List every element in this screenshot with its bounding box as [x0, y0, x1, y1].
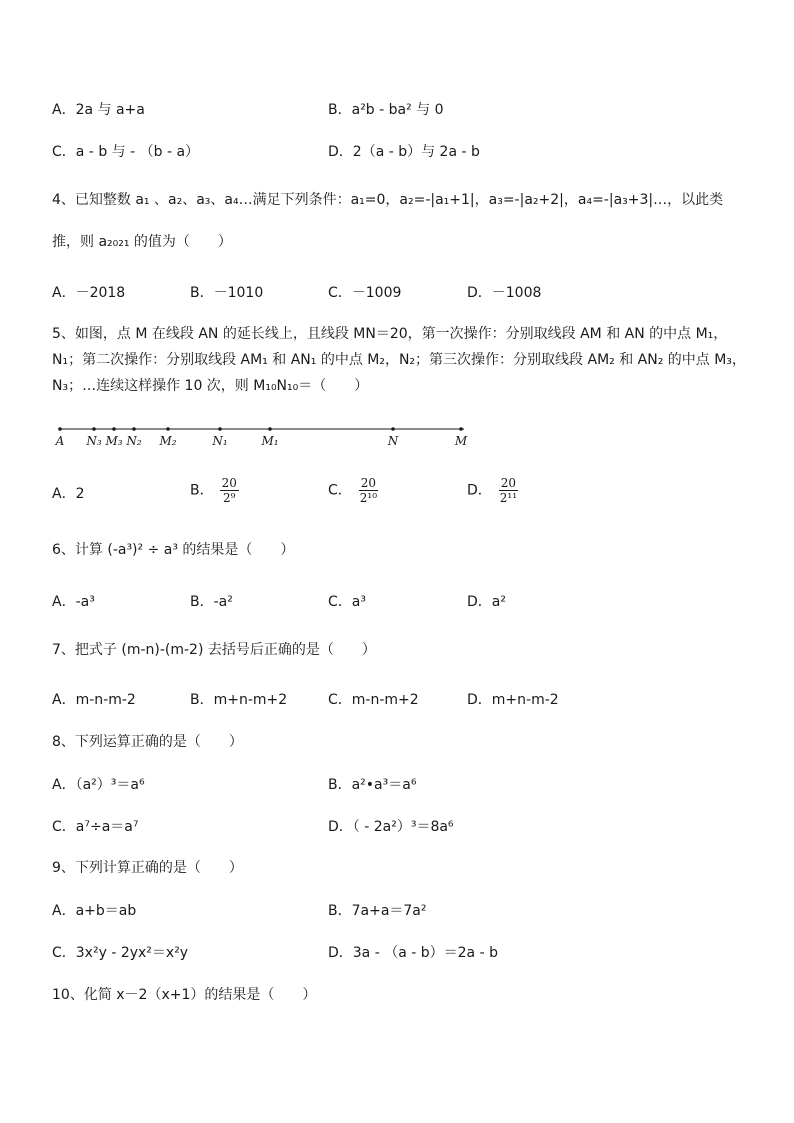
q7-stem: 7、把式子 (m-n)-(m-2) 去括号后正确的是（ ）	[52, 642, 376, 658]
q7-option-a: A．m-n-m-2	[52, 692, 136, 708]
segment-point	[166, 427, 170, 431]
segment-point-label: A	[55, 434, 65, 448]
q4-option-b: B．－1010	[190, 285, 264, 301]
q5-option-c: C． $\frac{20}{\text{2¹⁰}}$	[328, 476, 378, 505]
q8-option-d: D．（ - 2a²）³＝8a⁶	[328, 819, 454, 835]
q6-option-b: B．-a²	[190, 594, 233, 610]
q4-stem-line2: 推，则 a₂₀₂₁ 的值为（ ）	[52, 234, 232, 250]
q7-option-c: C．m-n-m+2	[328, 692, 419, 708]
segment-point	[391, 427, 395, 431]
q9-option-d: D．3a - （a - b）＝2a - b	[328, 945, 498, 961]
q10-stem: 10、化简 x－2（x+1）的结果是（ ）	[52, 987, 317, 1003]
segment-point-label: N₃	[86, 434, 102, 448]
fraction: $\frac{20}{\text{2¹⁰}}$	[359, 476, 378, 505]
q9-option-a: A．a+b＝ab	[52, 903, 137, 919]
q4-option-a: A．－2018	[52, 285, 126, 301]
q5-option-d: D． $\frac{20}{\text{2¹¹}}$	[467, 476, 518, 505]
q5-option-a: A．2	[52, 486, 85, 502]
segment-point	[58, 427, 62, 431]
segment-point-label: M₃	[105, 434, 123, 448]
q5-option-b: B． $\frac{20}{\text{2⁹}}$	[190, 476, 237, 505]
q5-stem-line2: N₁；第二次操作：分别取线段 AM₁ 和 AN₁ 的中点 M₂，N₂；第三次操作：分别取线段 AM₂ 和 AN₂ 的中点 M₃，	[52, 352, 746, 368]
q8-stem: 8、下列运算正确的是（ ）	[52, 734, 243, 750]
q4-option-c: C．－1009	[328, 285, 402, 301]
q3-option-a: A．2a 与 a+a	[52, 102, 145, 118]
segment-point	[92, 427, 96, 431]
q3-option-d: D．2（a - b）与 2a - b	[328, 144, 480, 160]
q4-option-d: D．－1008	[467, 285, 542, 301]
q6-stem: 6、计算 (-a³)² ÷ a³ 的结果是（ ）	[52, 542, 295, 558]
segment-point-label: M₁	[261, 434, 279, 448]
q8-option-a: A．（a²）³＝a⁶	[52, 777, 145, 793]
q3-option-b: B．a²b - ba² 与 0	[328, 102, 444, 118]
q5-stem-line1: 5、如图，点 M 在线段 AN 的延长线上，且线段 MN＝20，第一次操作：分别取线段 AM 和 AN 的中点 M₁，	[52, 326, 728, 342]
q5-segment-figure	[52, 418, 482, 452]
q3-option-c: C．a - b 与 - （b - a）	[52, 144, 200, 160]
segment-point-label: N₁	[212, 434, 228, 448]
segment-point-label: M₂	[159, 434, 177, 448]
fraction: $\frac{20}{\text{2⁹}}$	[221, 476, 237, 505]
segment-point-label: M	[454, 434, 468, 448]
q7-option-b: B．m+n-m+2	[190, 692, 288, 708]
segment-point	[218, 427, 222, 431]
segment-point	[268, 427, 272, 431]
segment-point-label: N₂	[126, 434, 142, 448]
fraction: $\frac{20}{\text{2¹¹}}$	[499, 476, 518, 505]
segment-point	[459, 427, 463, 431]
segment-point	[132, 427, 136, 431]
q8-option-c: C．a⁷÷a＝a⁷	[52, 819, 139, 835]
q6-option-d: D．a²	[467, 594, 506, 610]
q9-option-c: C．3x²y - 2yx²＝x²y	[52, 945, 189, 961]
q5-stem-line3: N₃；…连续这样操作 10 次，则 M₁₀N₁₀＝（ ）	[52, 378, 369, 394]
q6-option-a: A．-a³	[52, 594, 95, 610]
q7-option-d: D．m+n-m-2	[467, 692, 559, 708]
q8-option-b: B．a²•a³＝a⁶	[328, 777, 417, 793]
segment-point	[112, 427, 116, 431]
q9-option-b: B．7a+a＝7a²	[328, 903, 427, 919]
segment-point-label: N	[387, 434, 399, 448]
q4-stem-line1: 4、已知整数 a₁ 、a₂、a₃、a₄…满足下列条件：a₁=0，a₂=-|a₁+1|，a₃=-|a₂+2|，a₄=-|a₃+3|…，以此类	[52, 192, 724, 208]
q6-option-c: C．a³	[328, 594, 366, 610]
q9-stem: 9、下列计算正确的是（ ）	[52, 860, 243, 876]
